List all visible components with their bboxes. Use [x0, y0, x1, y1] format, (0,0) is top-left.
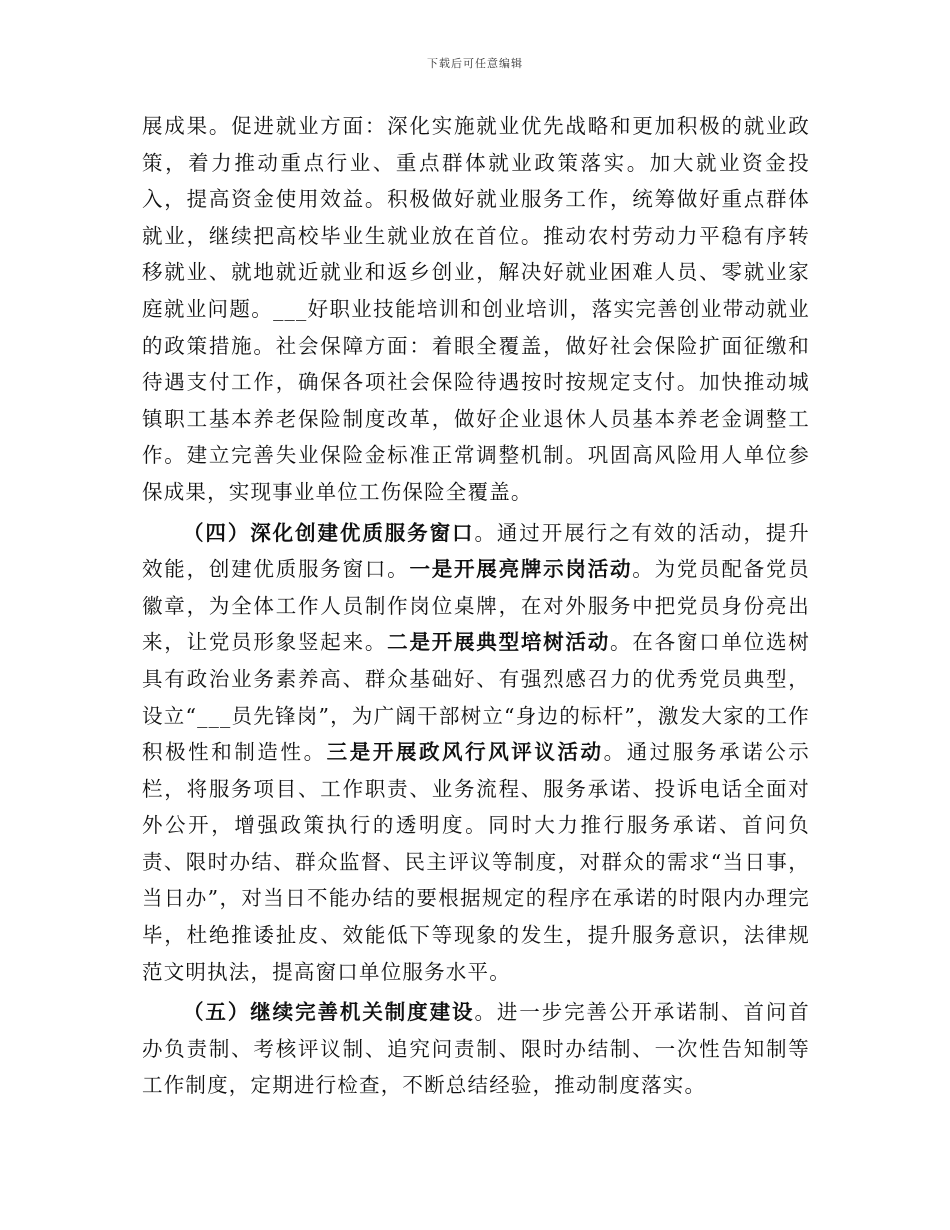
- page-header-note: 下载后可任意编辑: [427, 57, 523, 70]
- emphasis-point-1: 一是开展亮牌示岗活动: [409, 557, 633, 582]
- emphasis-point-3: 三是开展政风行风评议活动: [326, 740, 604, 765]
- paragraph-employment-social-security: [142, 108, 810, 511]
- paragraph-text: 。为党员配备党员徽章，为全体工作人员制作岗位桌牌，在对外服务中把党员身份亮出来，让党员形象竖起来。: [142, 557, 810, 655]
- paragraph-service-window: [142, 515, 810, 991]
- paragraph-text: 展成果。促进就业方面：深化实施就业优先战略和更加积极的就业政策，着力推动重点行业、重点群体就业政策落实。加大就业资金投入，提高资金使用效益。积极做好就业服务工作，统筹做好重点群体就业，继续把高校毕业生就业放在首位。推动农村劳动力平稳有序转移就业、就地就近就业和返乡创业，解决好就业困难人员、零就业家庭就业问题。___好职业技能培训和创业培训，落实完善创业带动就业的政策措施。社会保障方面：着眼全覆盖，做好社会保险扩面征缴和待遇支付工作，确保各项社会保险待遇按时按规定支付。加快推动城镇职工基本养老保险制度改革，做好企业退休人员基本养老金调整工作。建立完善失业保险金标准正常调整机制。巩固高风险用人单位参保成果，实现事业单位工伤保险全覆盖。: [142, 114, 810, 504]
- paragraph-text: 。进一步完善公开承诺制、首问首办负责制、考核评议制、追究问责制、限时办结制、一次性告知制等工作制度，定期进行检查，不断总结经验，推动制度落实。: [142, 1000, 810, 1098]
- paragraph-text: 。在各窗口单位选树具有政治业务素养高、群众基础好、有强烈感召力的优秀党员典型，设立“___员先锋岗”，为广阔干部树立“身边的标杆”，激发大家的工作积极性和制造性。: [142, 630, 811, 765]
- paragraph-text: 。通过服务承诺公示栏，将服务项目、工作职责、业务流程、服务承诺、投诉电话全面对外公开，增强政策执行的透明度。同时大力推行服务承诺、首问负责、限时办结、群众监督、民主评议等制度，对群众的需求“当日事，当日办”，对当日不能办结的要根据规定的程序在承诺的时限内办理完毕，杜绝推诿扯皮、效能低下等现象的发生，提升服务意识，法律规范文明执法，提高窗口单位服务水平。: [142, 740, 810, 984]
- paragraph-text: 。通过开展行之有效的活动，提升效能，创建优质服务窗口。: [142, 520, 810, 582]
- section-heading-5: （五）继续完善机关制度建设: [183, 1000, 475, 1025]
- paragraph-institution-building: [142, 994, 810, 1104]
- section-heading-4: （四）深化创建优质服务窗口: [183, 520, 475, 545]
- document-body: [142, 108, 810, 1104]
- emphasis-point-2: 二是开展典型培树活动: [387, 630, 611, 655]
